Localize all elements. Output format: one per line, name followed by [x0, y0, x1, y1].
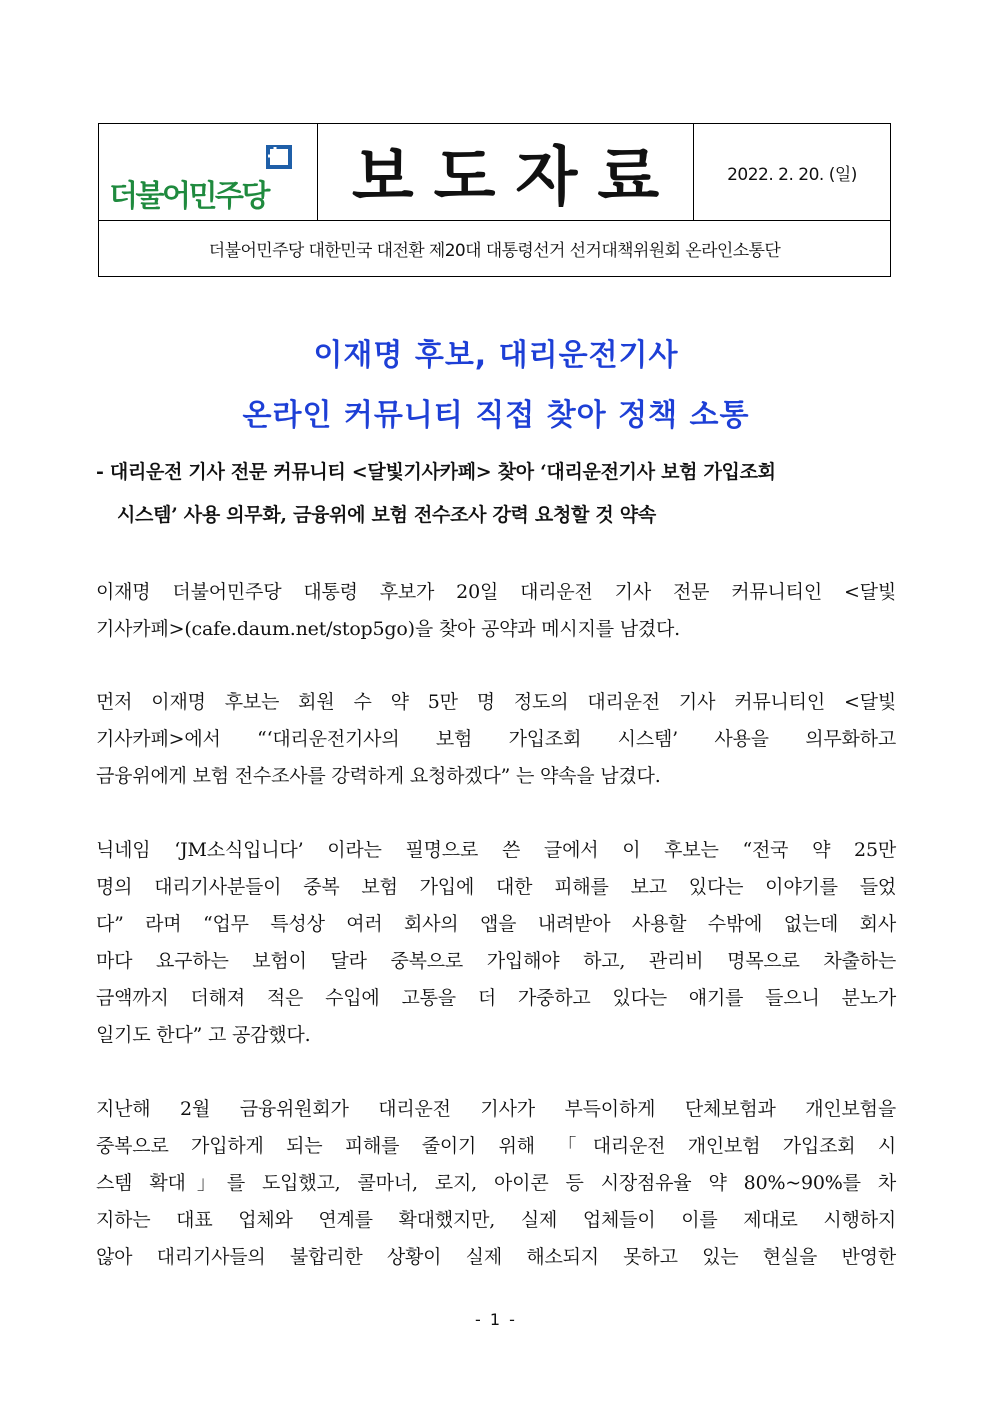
- issuing-organization: 더불어민주당 대한민국 대전환 제20대 대통령선거 선거대책위원회 온라인소통단: [208, 241, 781, 261]
- headline-line-2: 온라인 커뮤니티 직접 찾아 정책 소통: [242, 398, 750, 433]
- paragraph-line: 지난해 2월 금융위원회가 대리운전 기사가 부득이하게 단체보험과 개인보험을: [96, 1098, 896, 1120]
- paragraph-line: 지하는 대표 업체와 연계를 확대했지만, 실제 업체들이 이를 제대로 시행하지: [96, 1209, 896, 1231]
- party-logo-text: 더불어민주당: [109, 179, 268, 214]
- paragraph-line: 명의 대리기사분들이 중복 보험 가입에 대한 피해를 보고 있다는 이야기를 들었: [96, 876, 896, 898]
- header-top-row: [99, 124, 890, 221]
- paragraph-line: 마다 요구하는 보험이 달라 중복으로 가입해야 하고, 관리비 명목으로 차출하는: [96, 950, 896, 972]
- press-header-table: [98, 123, 891, 277]
- press-release-title-cell: [318, 124, 694, 220]
- paragraph-line: 일기도 한다” 고 공감했다.: [96, 1024, 311, 1046]
- press-release-title: 보도자료: [351, 141, 680, 215]
- paragraph-line: 기사카페>에서 “‘대리운전기사의 보험 가입조회 시스템’ 사용을 의무화하고: [96, 728, 896, 750]
- page-number: - 1 -: [475, 1310, 517, 1329]
- paragraph-line: 않아 대리기사들의 불합리한 상황이 실제 해소되지 못하고 있는 현실을 반영한: [96, 1246, 896, 1268]
- paragraph-line: 금융위에게 보험 전수조사를 강력하게 요청하겠다” 는 약속을 남겼다.: [96, 765, 661, 787]
- paragraph-line: 먼저 이재명 후보는 회원 수 약 5만 명 정도의 대리운전 기사 커뮤니티인 <달빛: [96, 691, 896, 713]
- subheadline-line-1: - 대리운전 기사 전문 커뮤니티 <달빛기사카페> 찾아 ‘대리운전기사 보험 가입조회: [96, 461, 776, 483]
- subheadline-line-2: 시스템’ 사용 의무화, 금융위에 보험 전수조사 강력 요청할 것 약속: [117, 504, 656, 526]
- paragraph-line: 다” 라며 “업무 특성상 여러 회사의 앱을 내려받아 사용할 수밖에 없는데 회사: [96, 913, 896, 935]
- paragraph-line: 닉네임 ‘JM소식입니다’ 이라는 필명으로 쓴 글에서 이 후보는 “전국 약 25만: [96, 839, 896, 861]
- paragraph-line: 이재명 더불어민주당 대통령 후보가 20일 대리운전 기사 전문 커뮤니티인 <달빛: [96, 581, 896, 603]
- paragraph-line: 금액까지 더해져 적은 수입에 고통을 더 가중하고 있다는 얘기를 들으니 분노가: [96, 987, 896, 1009]
- release-date: 2022. 2. 20. (일): [727, 164, 857, 185]
- paragraph-line: 스템 확대」를 도입했고, 콜마너, 로지, 아이콘 등 시장점유율 약 80%~90%를 차: [96, 1172, 896, 1194]
- paragraph-line: 기사카페>(cafe.daum.net/stop5go)을 찾아 공약과 메시지를 남겼다.: [96, 618, 681, 640]
- headline-line-1: 이재명 후보, 대리운전기사: [313, 338, 679, 373]
- party-logo: [99, 124, 318, 220]
- party-logo-mark-icon: [265, 144, 293, 170]
- paragraph-line: 중복으로 가입하게 되는 피해를 줄이기 위해 「대리운전 개인보험 가입조회 시: [96, 1135, 896, 1157]
